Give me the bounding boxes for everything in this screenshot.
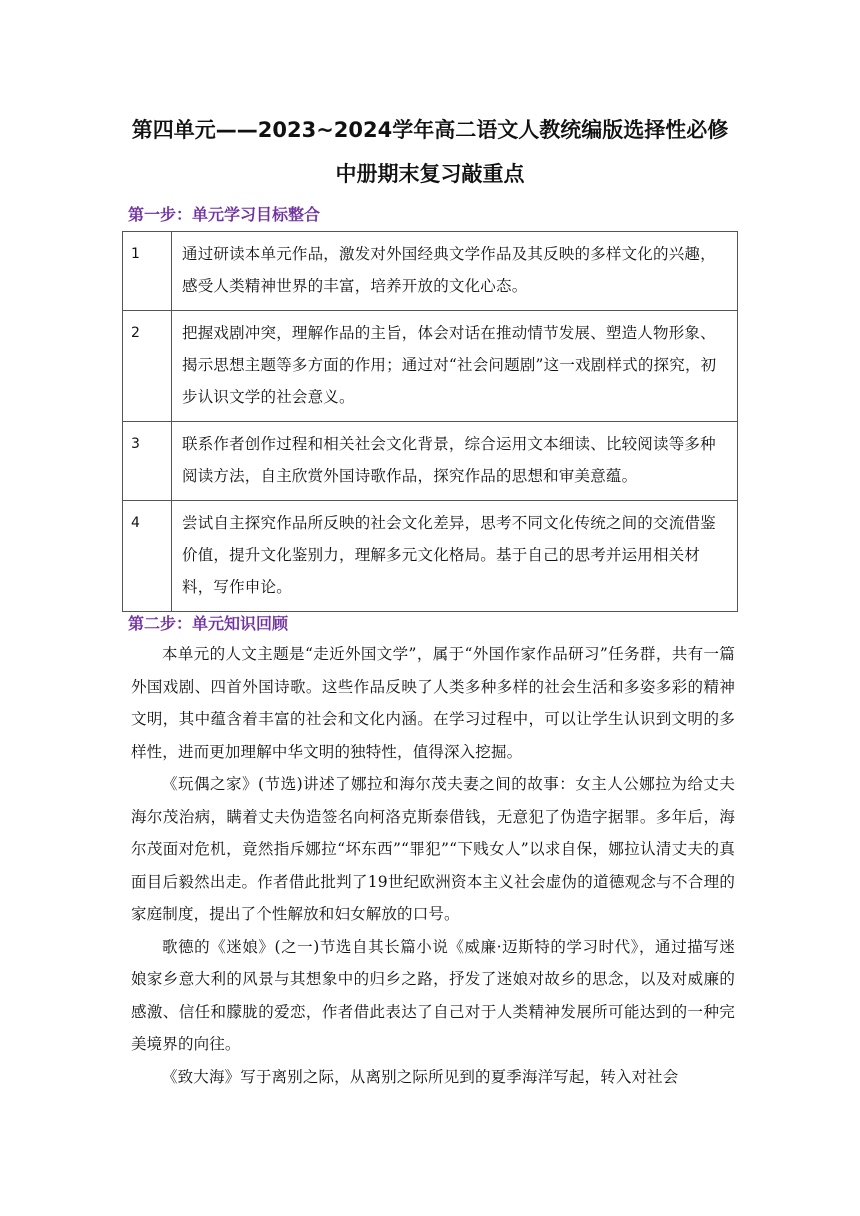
- goal-text: 把握戏剧冲突，理解作品的主旨，体会对话在推动情节发展、塑造人物形象、揭示思想主题等多方面的作用；通过对“社会问题剧”这一戏剧样式的探究，初步认识文学的社会意义。: [172, 311, 738, 422]
- goal-number: 1: [123, 232, 172, 311]
- table-row: [123, 232, 738, 311]
- goal-number: 2: [123, 311, 172, 422]
- learning-goals-table: [122, 231, 738, 612]
- knowledge-review-body: [131, 638, 735, 1093]
- paragraph-mignon: 歌德的《迷娘》(之一)节选自其长篇小说《威廉·迈斯特的学习时代》，通过描写迷娘家乡意大利的风景与其想象中的归乡之路，抒发了迷娘对故乡的思念，以及对威廉的感激、信任和朦胧的爱恋，作者借此表达了自己对于人类精神发展所可能达到的一种完美境界的向往。: [131, 937, 735, 1053]
- paragraph-to-the-sea: 《致大海》写于离别之际，从离别之际所见到的夏季海洋写起，转入对社会: [162, 1067, 679, 1086]
- goal-text: 尝试自主探究作品所反映的社会文化差异，思考不同文化传统之间的交流借鉴价值，提升文化鉴别力，理解多元文化格局。基于自己的思考并运用相关材料，写作申论。: [172, 501, 738, 612]
- goal-text: 联系作者创作过程和相关社会文化背景，综合运用文本细读、比较阅读等多种阅读方法，自主欣赏外国诗歌作品，探究作品的思想和审美意蕴。: [172, 422, 738, 501]
- goal-number: 4: [123, 501, 172, 612]
- goal-text: 通过研读本单元作品，激发对外国经典文学作品及其反映的多样文化的兴趣，感受人类精神世界的丰富，培养开放的文化心态。: [172, 232, 738, 311]
- document-title-line2: 中册期末复习敲重点: [335, 162, 525, 186]
- table-row: [123, 501, 738, 612]
- document-title-line1: 第四单元——2023~2024学年高二语文人教统编版选择性必修: [131, 118, 729, 142]
- step1-heading: 第一步：单元学习目标整合: [128, 205, 321, 224]
- goal-number: 3: [123, 422, 172, 501]
- table-row: [123, 422, 738, 501]
- paragraph-dolls-house: 《玩偶之家》(节选)讲述了娜拉和海尔茂夫妻之间的故事：女主人公娜拉为给丈夫海尔茂治病，瞒着丈夫伪造签名向柯洛克斯泰借钱，无意犯了伪造字据罪。多年后，海尔茂面对危机，竟然指斥娜拉“坏东西”“罪犯”“下贱女人”以求自保，娜拉认清丈夫的真面目后毅然出走。作者借此批判了19世纪欧洲资本主义社会虚伪的道德观念与不合理的家庭制度，提出了个性解放和妇女解放的口号。: [131, 775, 735, 923]
- step2-heading: 第二步：单元知识回顾: [128, 614, 289, 633]
- paragraph-unit-theme: 本单元的人文主题是“走近外国文学”，属于“外国作家作品研习”任务群，共有一篇外国戏剧、四首外国诗歌。这些作品反映了人类多种多样的社会生活和多姿多彩的精神文明，其中蕴含着丰富的社会和文化内涵。在学习过程中，可以让学生认识到文明的多样性，进而更加理解中华文明的独特性，值得深入挖掘。: [131, 645, 735, 761]
- table-row: [123, 311, 738, 422]
